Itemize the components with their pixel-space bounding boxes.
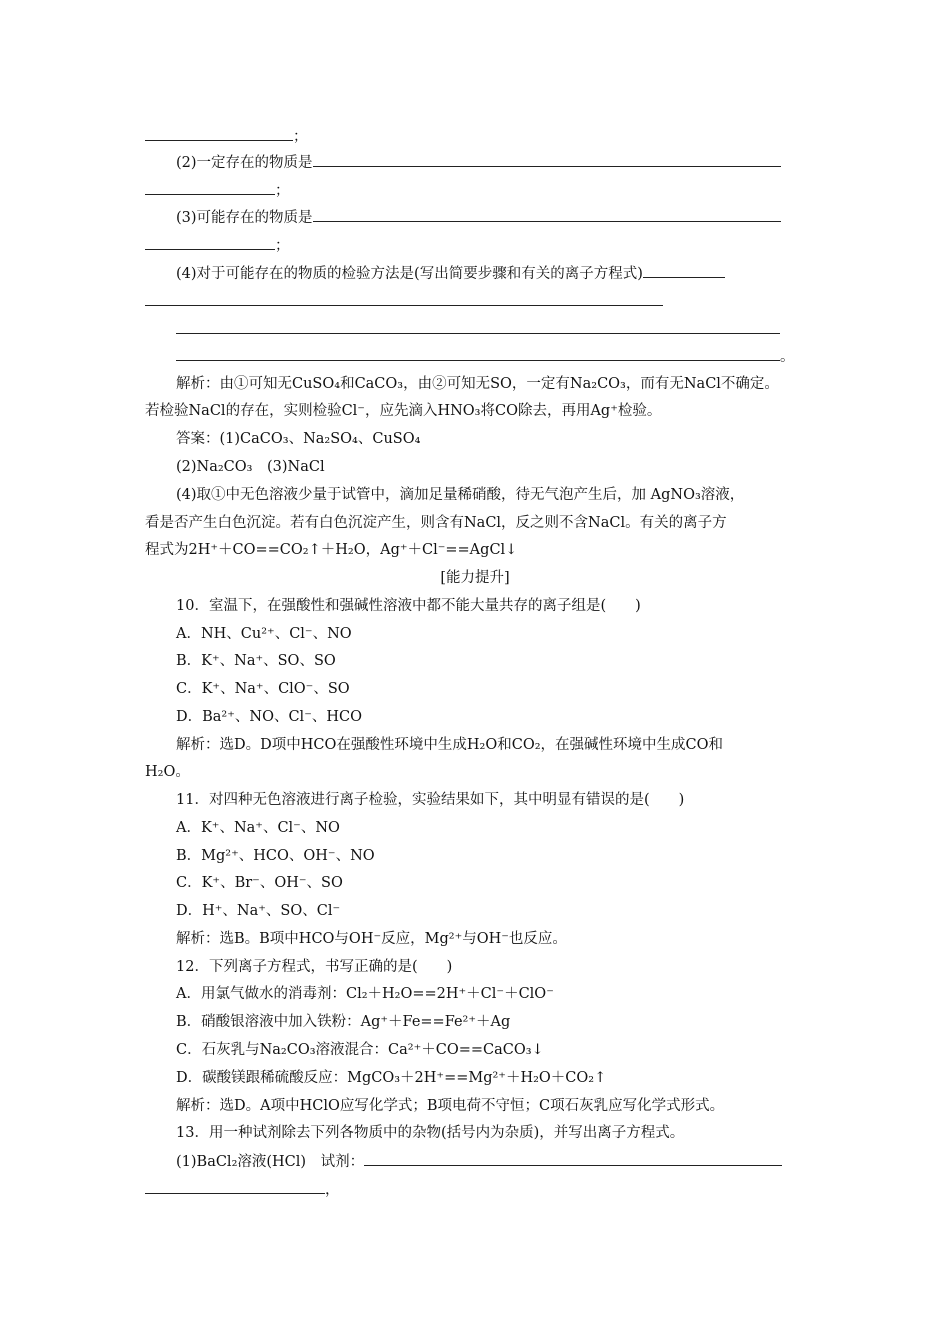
answer-1: 答案：(1)CaCO₃、Na₂SO₄、CuSO₄ [176, 431, 421, 447]
question-11-option-d: D．H⁺、Na⁺、SO、Cl⁻ [176, 903, 341, 919]
answer-blank[interactable] [176, 319, 780, 334]
question-3-line [176, 207, 781, 228]
question-11-analysis: 解析：选B。B项中HCO与OH⁻反应，Mg²⁺与OH⁻也反应。 [176, 931, 567, 947]
question-4-cont-1 [145, 291, 663, 312]
answer-blank[interactable] [313, 207, 781, 222]
answer-blank[interactable] [364, 1151, 782, 1166]
answer-blank[interactable] [176, 346, 780, 361]
question-4-text: (4)对于可能存在的物质的检验方法是(写出简要步骤和有关的离子方程式) [176, 266, 643, 282]
question-13-part-1-cont [145, 1179, 340, 1200]
answer-blank[interactable] [145, 235, 275, 250]
end-mark: 。 [780, 349, 795, 365]
line-tail: ； [293, 129, 308, 145]
question-11-option-b: B．Mg²⁺、HCO、OH⁻、NO [176, 848, 375, 864]
answer-blank[interactable] [145, 126, 293, 141]
line-tail: ； [275, 238, 290, 254]
question-3-cont [145, 235, 290, 256]
question-12-option-c: C．石灰乳与Na₂CO₃溶液混合：Ca²⁺＋CO==CaCO₃↓ [176, 1042, 544, 1058]
line-tail: ， [325, 1182, 340, 1198]
answer-4-c: 程式为2H⁺＋CO==CO₂↑＋H₂O，Ag⁺＋Cl⁻==AgCl↓ [145, 542, 518, 558]
question-2-cont [145, 180, 290, 201]
question-10-option-d: D．Ba²⁺、NO、Cl⁻、HCO [176, 709, 362, 725]
question-12-analysis: 解析：选D。A项中HClO应写化学式；B项电荷不守恒；C项石灰乳应写化学式形式。 [176, 1098, 725, 1114]
answer-4-b: 看是否产生白色沉淀。若有白色沉淀产生，则含有NaCl，反之则不含NaCl。有关的离子方 [145, 515, 727, 531]
question-10-option-a: A．NH、Cu²⁺、Cl⁻、NO [176, 626, 352, 642]
question-13-part-1 [176, 1151, 782, 1172]
question-10-option-c: C．K⁺、Na⁺、ClO⁻、SO [176, 681, 350, 697]
answer-blank[interactable] [145, 180, 275, 195]
answer-4-a: (4)取①中无色溶液少量于试管中，滴加足量稀硝酸，待无气泡产生后，加 AgNO₃溶液， [176, 487, 745, 503]
question-3-text: (3)可能存在的物质是 [176, 210, 313, 226]
question-11-option-a: A．K⁺、Na⁺、Cl⁻、NO [176, 820, 340, 836]
question-4-cont-2 [176, 319, 780, 340]
answer-blank[interactable] [643, 263, 725, 278]
question-12-option-a: A．用氯气做水的消毒剂：Cl₂＋H₂O==2H⁺＋Cl⁻＋ClO⁻ [176, 986, 554, 1002]
question-10-stem: 10．室温下，在强酸性和强碱性溶液中都不能大量共存的离子组是( ) [176, 598, 641, 614]
question-12-stem: 12．下列离子方程式，书写正确的是( ) [176, 959, 453, 975]
question-12-option-b: B．硝酸银溶液中加入铁粉：Ag⁺＋Fe==Fe²⁺＋Ag [176, 1014, 511, 1030]
question-2-line [176, 152, 781, 173]
question-11-stem: 11．对四种无色溶液进行离子检验，实验结果如下，其中明显有错误的是( ) [176, 792, 685, 808]
question-13-part-1-text: (1)BaCl₂溶液(HCl) 试剂： [176, 1154, 365, 1170]
question-13-stem: 13．用一种试剂除去下列各物质中的杂物(括号内为杂质)，并写出离子方程式。 [176, 1125, 685, 1141]
answer-blank[interactable] [145, 1179, 325, 1194]
question-10-analysis: 解析：选D。D项中HCO在强酸性环境中生成H₂O和CO₂，在强碱性环境中生成CO和 [176, 737, 723, 753]
answer-blank[interactable] [313, 152, 781, 167]
analysis-1: 解析：由①可知无CuSO₄和CaCO₃，由②可知无SO，一定有Na₂CO₃，而有无NaCl不确定。 [176, 376, 779, 392]
question-4-cont-3 [176, 346, 795, 367]
answer-line-1 [145, 126, 308, 147]
answer-blank[interactable] [145, 291, 663, 306]
question-2-text: (2)一定存在的物质是 [176, 155, 313, 171]
line-tail: ； [275, 183, 290, 199]
analysis-1-cont: 若检验NaCl的存在，实则检验Cl⁻，应先滴入HNO₃将CO除去，再用Ag⁺检验。 [145, 403, 662, 419]
question-4-line [176, 263, 725, 284]
question-12-option-d: D．碳酸镁跟稀硫酸反应：MgCO₃＋2H⁺==Mg²⁺＋H₂O＋CO₂↑ [176, 1070, 607, 1086]
answer-2: (2)Na₂CO₃ (3)NaCl [176, 459, 325, 475]
question-11-option-c: C．K⁺、Br⁻、OH⁻、SO [176, 875, 343, 891]
section-title: [能力提升] [440, 570, 510, 586]
question-10-analysis-cont: H₂O。 [145, 764, 190, 780]
question-10-option-b: B．K⁺、Na⁺、SO、SO [176, 653, 336, 669]
